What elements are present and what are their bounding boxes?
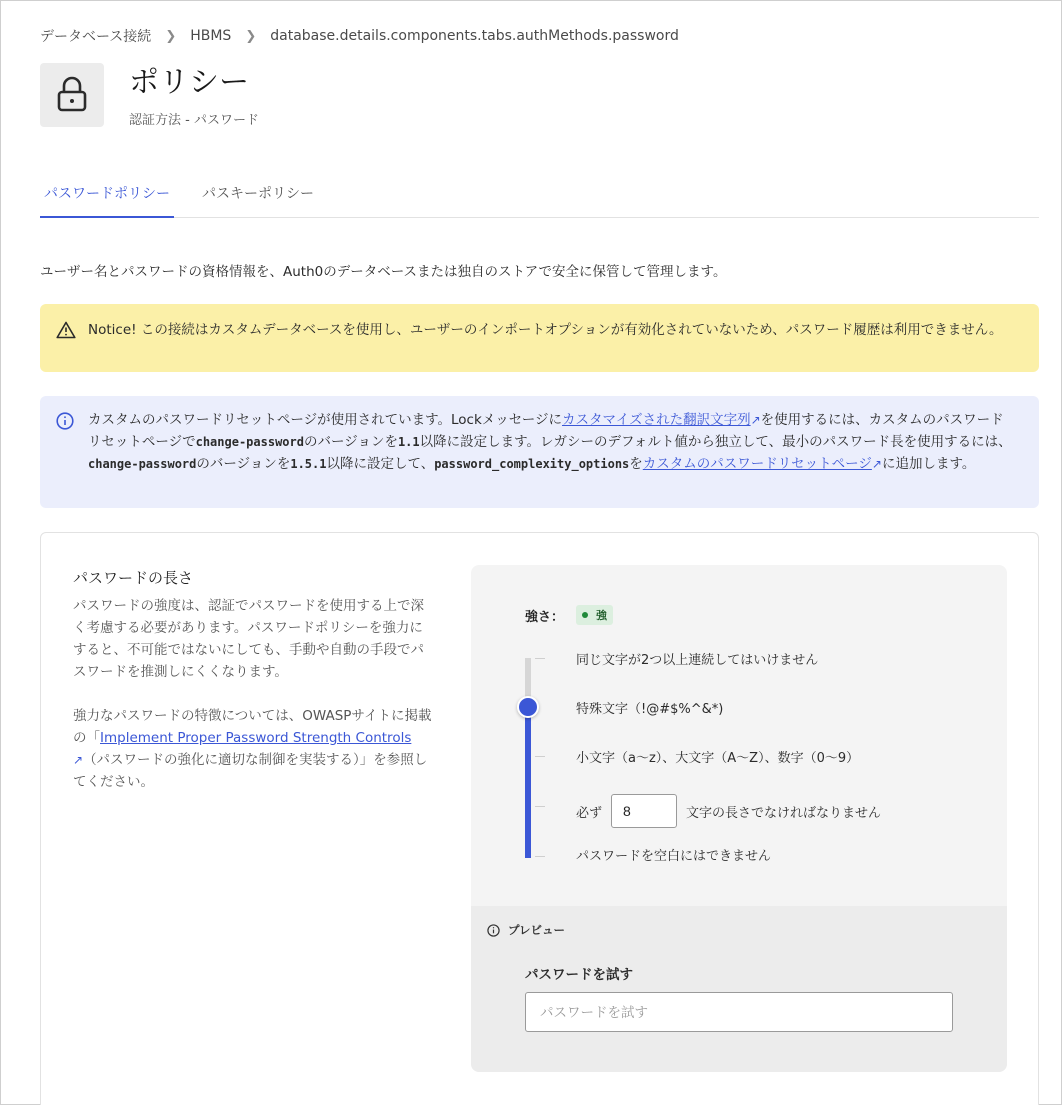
custom-translation-strings-link[interactable]: カスタマイズされた翻訳文字列 bbox=[562, 412, 751, 428]
password-length-card bbox=[40, 532, 1039, 1105]
info-text: 以降に設定します。レガシーのデフォルト値から独立して、最小のパスワード長を使用するには、 bbox=[419, 434, 1012, 450]
page-header bbox=[40, 63, 259, 128]
level-min-length[interactable] bbox=[576, 794, 881, 828]
lock-icon bbox=[40, 63, 104, 127]
info-text: のバージョンを bbox=[303, 434, 398, 450]
external-link-icon: ↗ bbox=[750, 413, 761, 427]
strength-indicator bbox=[525, 605, 613, 625]
card-description: パスワードの強度は、認証でパスワードを使用する上で深く考慮する必要があります。パスワードポリシーを強力にすると、不可能ではないにしても、手動や自動の手段でパスワードを推測しにくくなります。 bbox=[73, 598, 424, 680]
slider-thumb[interactable] bbox=[517, 696, 539, 718]
strength-slider[interactable] bbox=[525, 658, 549, 858]
slider-track-active bbox=[525, 706, 531, 858]
notice-banner bbox=[40, 304, 1039, 372]
info-banner bbox=[40, 396, 1039, 508]
intro-text: ユーザー名とパスワードの資格情報を、Auth0のデータベースまたは独自のストアで安全に保管して管理します。 bbox=[40, 264, 727, 280]
breadcrumb-item-current: database.details.components.tabs.authMethods.password bbox=[270, 28, 679, 44]
strength-label: 強さ： bbox=[525, 609, 565, 625]
code-version: 1.5.1 bbox=[290, 457, 327, 471]
level-special-chars[interactable]: 特殊文字（!@#$%^&*) bbox=[576, 702, 724, 717]
owasp-text-suffix: （パスワードの強化に適切な制御を実装する）」を参照してください。 bbox=[73, 752, 428, 790]
preview-section bbox=[471, 906, 1007, 1072]
strength-panel bbox=[471, 565, 1007, 1072]
external-link-icon: ↗ bbox=[73, 753, 84, 767]
min-length-suffix: 文字の長さでなければなりません bbox=[686, 805, 882, 821]
min-length-input[interactable] bbox=[611, 794, 677, 828]
preview-title: プレビュー bbox=[508, 923, 566, 937]
chevron-right-icon: ❯ bbox=[165, 28, 177, 44]
try-password-input[interactable] bbox=[525, 992, 953, 1032]
info-icon bbox=[56, 412, 74, 437]
info-text: のバージョンを bbox=[196, 456, 291, 472]
page-subtitle: 認証方法 - パスワード bbox=[129, 113, 259, 128]
breadcrumb-item-hbms[interactable]: HBMS bbox=[190, 28, 232, 44]
info-text: カスタムのパスワードリセットページが使用されています。Lockメッセージに bbox=[88, 412, 562, 428]
code-version: 1.1 bbox=[397, 435, 420, 449]
chevron-right-icon: ❯ bbox=[245, 28, 257, 44]
notice-label: Notice! bbox=[88, 322, 137, 338]
card-title: パスワードの長さ bbox=[73, 569, 194, 587]
notice-text: この接続はカスタムデータベースを使用し、ユーザーのインポートオプションが有効化されていないため、パスワード履歴は利用できません。 bbox=[136, 322, 1003, 338]
card-description-owasp bbox=[73, 705, 435, 793]
info-text: を使用するには、カスタムのパスワードリセットページで bbox=[88, 412, 1004, 450]
external-link-icon: ↗ bbox=[871, 457, 882, 471]
info-text: 以降に設定して、 bbox=[326, 456, 435, 472]
slider-tick bbox=[535, 756, 545, 757]
breadcrumb bbox=[40, 26, 679, 46]
page-title: ポリシー bbox=[129, 65, 249, 100]
status-dot-icon bbox=[582, 612, 588, 618]
tab-bar bbox=[40, 173, 1039, 218]
info-icon bbox=[487, 924, 500, 937]
info-text: を bbox=[629, 456, 643, 472]
owasp-link[interactable]: Implement Proper Password Strength Controls bbox=[100, 730, 412, 746]
preview-header bbox=[487, 922, 565, 938]
min-length-prefix: 必ず bbox=[576, 805, 603, 821]
owasp-text-prefix: 強力なパスワードの特徴については、OWASPサイトに掲載の「 bbox=[73, 708, 432, 746]
info-text: に追加します。 bbox=[881, 456, 976, 472]
custom-password-reset-page-link[interactable]: カスタムのパスワードリセットページ bbox=[642, 456, 872, 472]
try-password-label: パスワードを試す bbox=[525, 967, 633, 983]
code-change-password: change-password bbox=[195, 435, 304, 449]
strength-value: 強 bbox=[596, 609, 608, 622]
strength-badge bbox=[576, 605, 613, 625]
level-mixed-chars[interactable]: 小文字（a～z）、大文字（A～Z）、数字（0～9） bbox=[576, 751, 860, 766]
code-change-password: change-password bbox=[88, 457, 197, 471]
warning-icon bbox=[56, 321, 76, 346]
breadcrumb-item-database-connections[interactable]: データベース接続 bbox=[40, 29, 152, 45]
tab-password-policy[interactable]: パスワードポリシー bbox=[40, 173, 174, 218]
level-not-empty[interactable]: パスワードを空白にはできません bbox=[576, 849, 772, 864]
tab-passkey-policy[interactable]: パスキーポリシー bbox=[202, 186, 314, 202]
slider-tick bbox=[535, 806, 545, 807]
card-description-column bbox=[73, 567, 435, 793]
code-complexity-options: password_complexity_options bbox=[434, 457, 630, 471]
slider-tick bbox=[535, 658, 545, 659]
slider-tick bbox=[535, 856, 545, 857]
level-no-repeat[interactable]: 同じ文字が2つ以上連続してはいけません bbox=[576, 653, 819, 668]
